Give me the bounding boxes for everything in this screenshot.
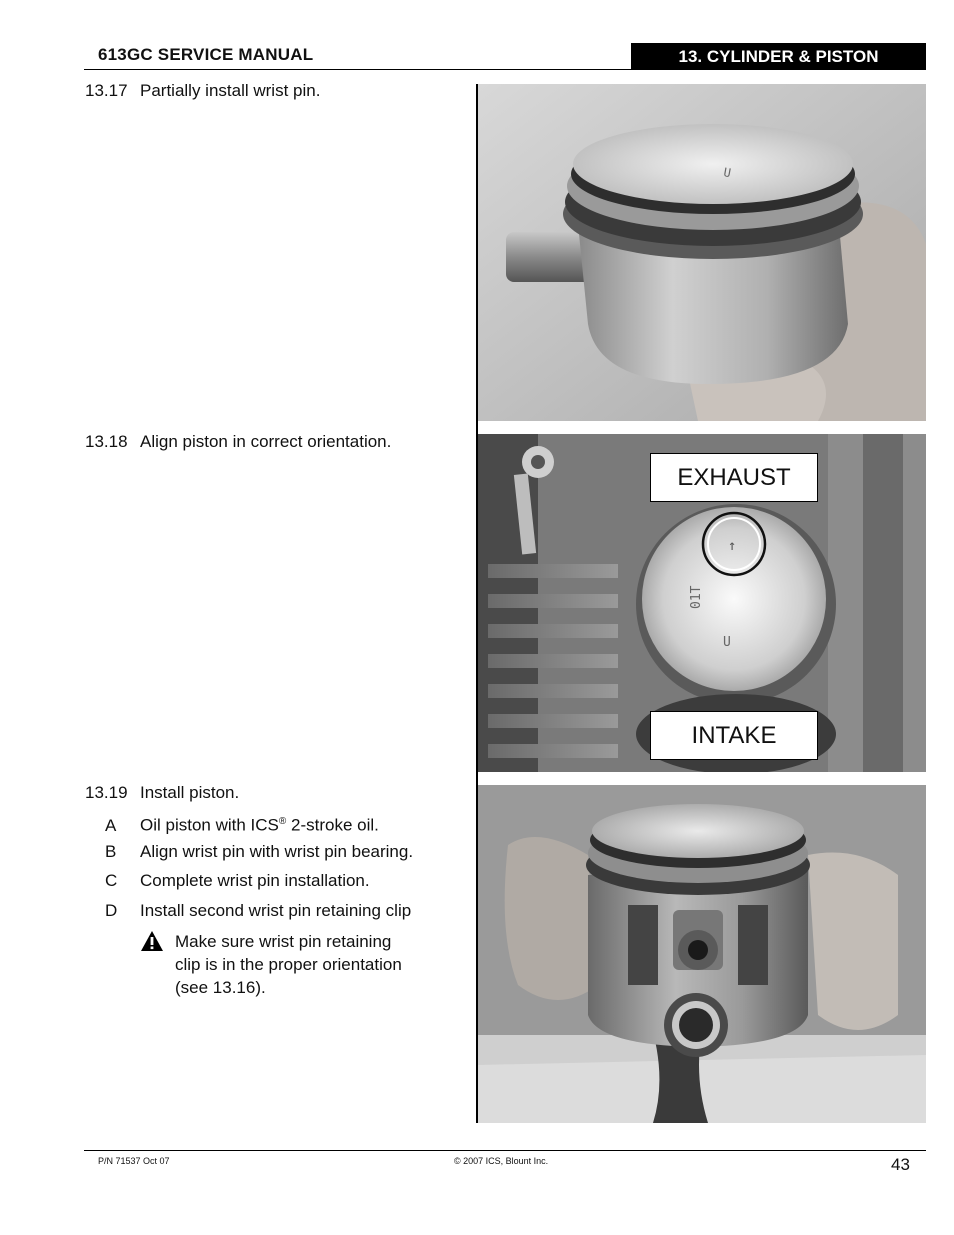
registered-mark: ® xyxy=(278,816,287,827)
piston-marking: 01T xyxy=(689,585,704,609)
substep-letter: B xyxy=(105,842,117,861)
copyright: © 2007 ICS, Blount Inc. xyxy=(454,1156,549,1166)
substep-d xyxy=(105,901,411,921)
part-number: P/N 71537 Oct 07 xyxy=(98,1156,170,1166)
manual-title: 613GC SERVICE MANUAL xyxy=(98,45,314,64)
warning-note xyxy=(140,930,440,999)
intake-label: INTAKE xyxy=(650,711,818,760)
warning-line: clip is in the proper orientation xyxy=(175,955,402,974)
step-text: Align piston in correct orientation. xyxy=(140,432,392,451)
svg-text:U: U xyxy=(723,635,731,650)
substep-letter: D xyxy=(105,901,118,920)
substep-letter: C xyxy=(105,871,118,890)
substep-b xyxy=(105,842,413,862)
step-text: Install piston. xyxy=(140,783,240,802)
exhaust-label: EXHAUST xyxy=(650,453,818,502)
substep-text-after: 2-stroke oil. xyxy=(286,815,379,835)
warning-line: Make sure wrist pin retaining xyxy=(175,932,392,951)
footer-rule xyxy=(84,1150,926,1151)
step-13-19 xyxy=(85,783,239,803)
step-number: 13.19 xyxy=(85,783,128,802)
substep-c xyxy=(105,871,370,891)
section-title: 13. CYLINDER & PISTON xyxy=(631,43,926,70)
substep-text: Install second wrist pin retaining clip xyxy=(140,901,412,920)
step-text: Partially install wrist pin. xyxy=(140,81,321,100)
substep-letter: A xyxy=(105,815,117,835)
warning-line: (see 13.16). xyxy=(175,978,266,997)
step-number: 13.18 xyxy=(85,432,128,451)
substep-text: Align wrist pin with wrist pin bearing. xyxy=(140,842,414,861)
svg-text:U: U xyxy=(722,165,733,181)
warning-triangle-icon xyxy=(140,930,164,952)
step-number: 13.17 xyxy=(85,81,128,100)
substep-text: Complete wrist pin installation. xyxy=(140,871,370,890)
header-rule xyxy=(84,69,926,70)
photo-wrist-pin-partial xyxy=(478,84,926,421)
substep-text-before: Oil piston with ICS xyxy=(140,815,279,835)
page-number: 43 xyxy=(891,1155,910,1174)
svg-text:↑: ↑ xyxy=(728,538,737,554)
step-13-18 xyxy=(85,432,391,452)
step-13-17 xyxy=(85,81,320,101)
photo-install-piston xyxy=(478,785,926,1123)
substep-a xyxy=(105,812,379,836)
